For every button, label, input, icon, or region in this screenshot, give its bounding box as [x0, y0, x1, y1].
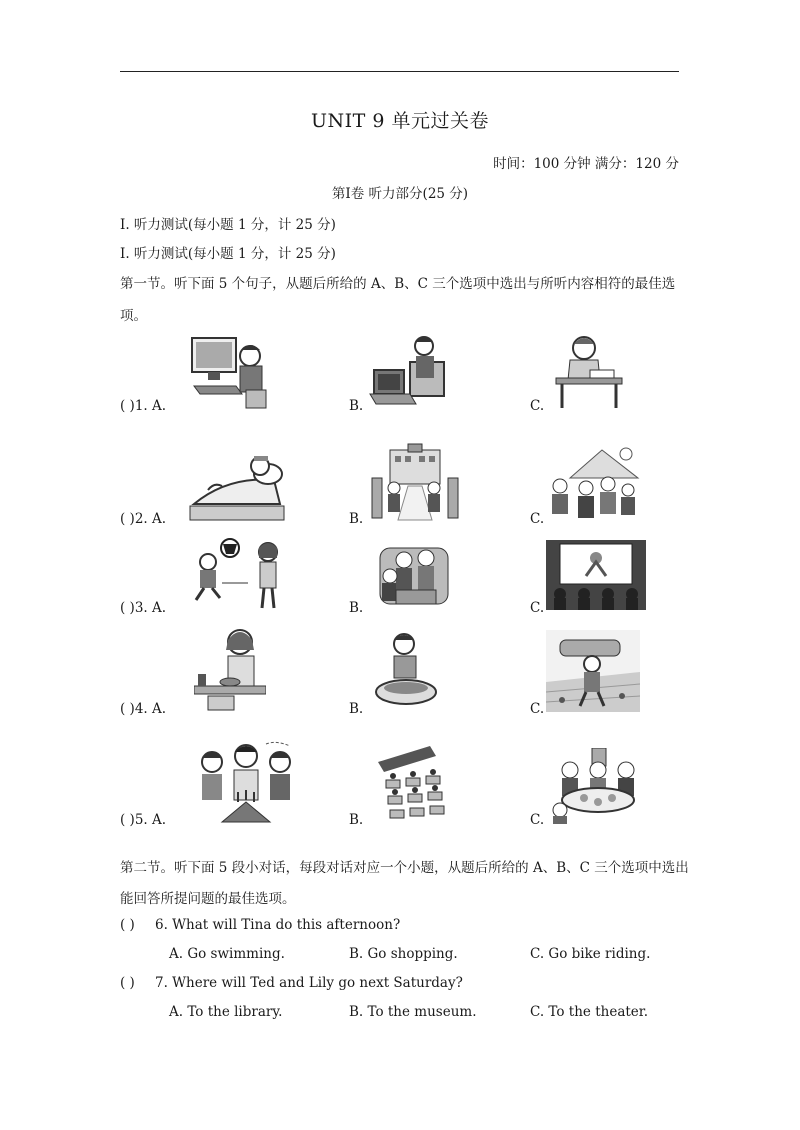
exam-meta: 时间：100 分钟 满分：120 分 — [493, 156, 679, 172]
section1-instructions-line1: 第一节。听下面 5 个句子，从题后所给的 A、B、C 三个选项中选出与所听内容相符的最佳选 — [120, 276, 676, 292]
heading-listening-2: Ⅰ. 听力测试(每小题 1 分，计 25 分) — [120, 246, 336, 262]
question-3-option-c: C. — [530, 600, 545, 616]
question-4-option-c: C. — [530, 701, 545, 717]
students-in-classroom-icon — [376, 744, 450, 820]
question-7-option-c: C. To the theater. — [530, 1004, 649, 1020]
girl-cleaning-room-icon — [546, 630, 640, 712]
kids-birthday-cake-icon — [196, 740, 300, 826]
question-5-option-b: B. — [349, 812, 364, 828]
question-6-bracket: ( ) — [120, 917, 135, 933]
question-5-option-c: C. — [530, 812, 545, 828]
boy-reading-at-desk-icon — [550, 332, 624, 410]
question-3-label: ( )3. A. — [120, 600, 167, 616]
girl-washing-clothes-icon — [370, 630, 440, 710]
people-at-movie-theater-icon — [546, 540, 646, 610]
question-6-option-b: B. Go shopping. — [349, 946, 458, 962]
section1-instructions-line2: 项。 — [120, 308, 147, 324]
woman-cooking-icon — [194, 626, 266, 714]
question-7-text: 7. Where will Ted and Lily go next Saturday? — [155, 975, 463, 991]
question-3-option-b: B. — [349, 600, 364, 616]
question-2-option-b: B. — [349, 511, 364, 527]
section2-instructions-line2: 能回答所提问题的最佳选项。 — [120, 891, 296, 907]
question-7-bracket: ( ) — [120, 975, 135, 991]
children-hiking-mountain-icon — [546, 444, 640, 524]
page-title: UNIT 9 单元过关卷 — [311, 110, 489, 132]
students-walking-to-school-icon — [368, 442, 462, 522]
top-rule — [120, 71, 679, 72]
family-dinner-table-icon — [550, 748, 640, 824]
heading-listening-1: Ⅰ. 听力测试(每小题 1 分，计 25 分) — [120, 217, 336, 233]
family-on-sofa-icon — [370, 542, 454, 608]
question-5-label: ( )5. A. — [120, 812, 167, 828]
boy-watching-tv-icon — [368, 332, 448, 406]
section2-instructions-line1: 第二节。听下面 5 段小对话，每段对话对应一个小题，从题后所给的 A、B、C 三个选项中选出 — [120, 860, 689, 876]
question-1-option-b: B. — [349, 398, 364, 414]
question-7-option-b: B. To the museum. — [349, 1004, 477, 1020]
question-2-option-c: C. — [530, 511, 545, 527]
question-4-label: ( )4. A. — [120, 701, 167, 717]
question-6-option-a: A. Go swimming. — [169, 946, 285, 962]
question-6-option-c: C. Go bike riding. — [530, 946, 651, 962]
question-2-label: ( )2. A. — [120, 511, 167, 527]
question-7-option-a: A. To the library. — [169, 1004, 283, 1020]
question-1-option-c: C. — [530, 398, 545, 414]
part-title: 第Ⅰ卷 听力部分(25 分) — [331, 186, 469, 202]
person-lying-sick-in-bed-icon — [188, 446, 286, 524]
question-4-option-b: B. — [349, 701, 364, 717]
question-6-text: 6. What will Tina do this afternoon? — [155, 917, 401, 933]
question-1-label: ( )1. A. — [120, 398, 167, 414]
boy-at-computer-icon — [190, 336, 272, 410]
kids-playing-soccer-icon — [190, 536, 290, 612]
